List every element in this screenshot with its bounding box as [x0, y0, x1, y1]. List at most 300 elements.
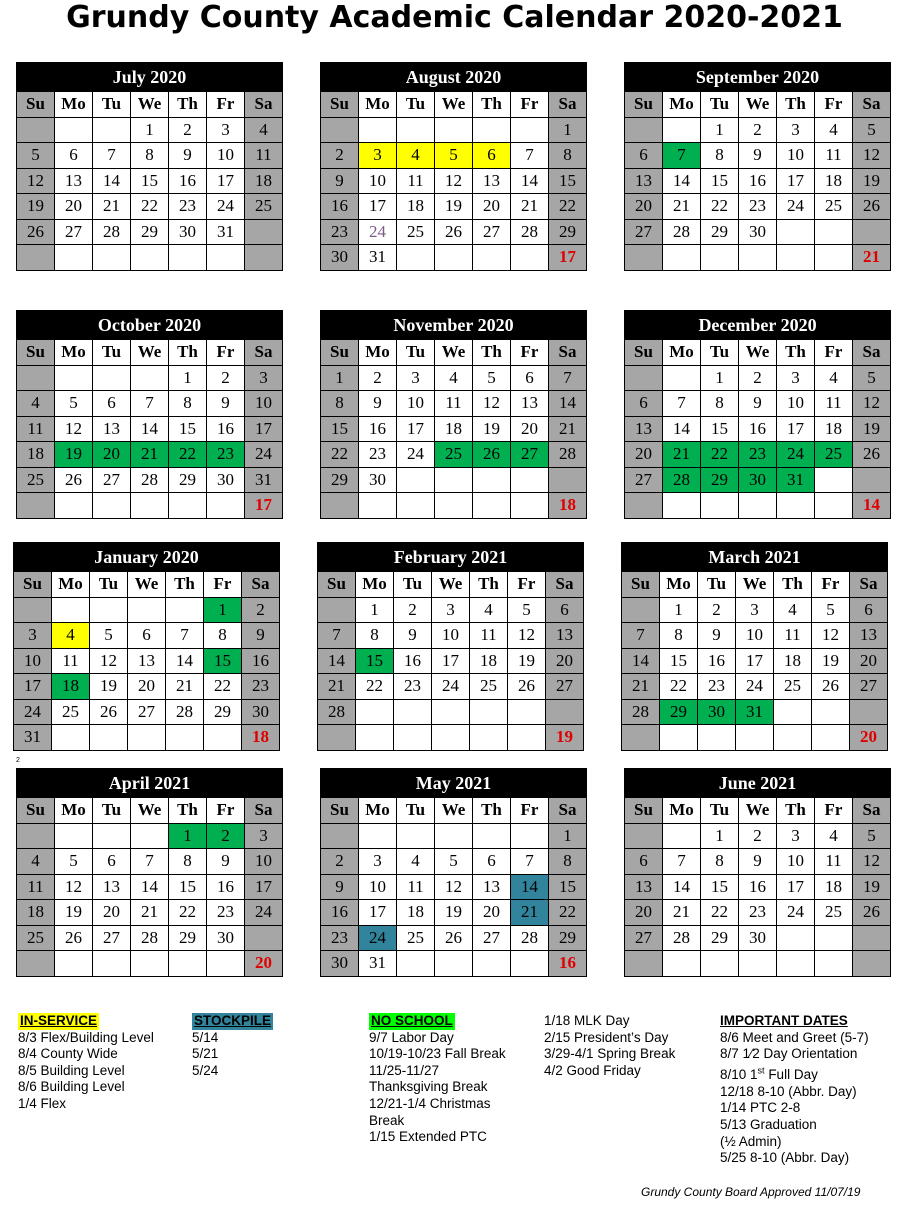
day-cell: 12 [812, 623, 850, 649]
week-row [321, 365, 587, 391]
day-cell: 9 [394, 623, 432, 649]
week-row [17, 493, 283, 519]
day-cell: 18 [397, 900, 435, 926]
day-cell [739, 951, 777, 977]
day-cell: 26 [55, 467, 93, 493]
day-cell [777, 245, 815, 271]
week-row [14, 674, 280, 700]
day-header: Tu [701, 92, 739, 118]
day-header: Th [777, 340, 815, 366]
day-header: Th [470, 572, 508, 598]
day-cell: 12 [853, 391, 891, 417]
day-cell [131, 493, 169, 519]
day-cell [777, 493, 815, 519]
day-cell: 30 [739, 925, 777, 951]
day-cell [55, 245, 93, 271]
day-cell: 3 [736, 597, 774, 623]
day-cell: 1 [204, 597, 242, 623]
month-title: April 2021 [16, 768, 283, 797]
day-cell [663, 365, 701, 391]
day-cell: 21 [318, 674, 356, 700]
day-header: Su [625, 92, 663, 118]
week-row [321, 493, 587, 519]
day-cell: 4 [397, 849, 435, 875]
day-cell: 21 [131, 900, 169, 926]
day-cell: 3 [432, 597, 470, 623]
days-count: 14 [853, 493, 891, 519]
day-header: Mo [359, 340, 397, 366]
day-cell: 3 [359, 849, 397, 875]
day-cell: 5 [812, 597, 850, 623]
day-cell [397, 117, 435, 143]
day-cell: 31 [736, 699, 774, 725]
day-cell: 5 [853, 117, 891, 143]
day-cell: 6 [625, 143, 663, 169]
day-cell: 28 [622, 699, 660, 725]
day-cell: 31 [777, 467, 815, 493]
day-cell: 25 [245, 194, 283, 220]
day-cell: 6 [55, 143, 93, 169]
day-cell: 7 [318, 623, 356, 649]
day-cell: 10 [736, 623, 774, 649]
legend-item: 12/18 8-10 (Abbr. Day) [720, 1083, 857, 1099]
day-cell [853, 951, 891, 977]
month-calendar [16, 768, 283, 977]
day-cell: 11 [52, 648, 90, 674]
day-header: We [131, 340, 169, 366]
day-cell: 12 [17, 168, 55, 194]
week-row [625, 391, 891, 417]
day-cell: 9 [739, 391, 777, 417]
day-cell: 22 [701, 900, 739, 926]
day-header: Fr [508, 572, 546, 598]
day-cell: 5 [508, 597, 546, 623]
stray-mark: 2 [16, 757, 20, 764]
legend-item: 5/24 [192, 1062, 219, 1078]
day-cell: 1 [131, 117, 169, 143]
day-header: Mo [356, 572, 394, 598]
week-row [17, 874, 283, 900]
day-cell: 20 [625, 442, 663, 468]
day-header: Sa [546, 572, 584, 598]
day-cell: 22 [169, 442, 207, 468]
day-cell: 18 [815, 874, 853, 900]
week-row [321, 143, 587, 169]
day-header: Fr [511, 340, 549, 366]
day-cell [625, 493, 663, 519]
day-cell [625, 951, 663, 977]
day-header: Mo [359, 798, 397, 824]
day-cell: 26 [435, 925, 473, 951]
day-header: Su [321, 798, 359, 824]
month-title: July 2020 [16, 62, 283, 91]
day-cell: 24 [359, 219, 397, 245]
day-header: Sa [853, 340, 891, 366]
day-cell: 20 [850, 648, 888, 674]
day-cell: 23 [242, 674, 280, 700]
day-cell: 12 [55, 416, 93, 442]
day-header: We [435, 798, 473, 824]
day-cell: 2 [739, 823, 777, 849]
day-cell: 5 [55, 391, 93, 417]
week-row [622, 674, 888, 700]
day-cell [245, 245, 283, 271]
day-cell: 14 [166, 648, 204, 674]
day-cell: 11 [17, 874, 55, 900]
days-count: 20 [245, 951, 283, 977]
day-cell: 15 [356, 648, 394, 674]
day-header: We [128, 572, 166, 598]
day-cell: 25 [470, 674, 508, 700]
week-row [625, 493, 891, 519]
day-cell: 11 [470, 623, 508, 649]
day-cell [777, 219, 815, 245]
day-cell: 21 [549, 416, 587, 442]
day-cell: 8 [549, 849, 587, 875]
day-cell: 28 [663, 219, 701, 245]
day-header: Tu [701, 798, 739, 824]
day-cell [549, 467, 587, 493]
week-row [321, 467, 587, 493]
day-cell: 12 [435, 168, 473, 194]
day-header: We [739, 798, 777, 824]
day-header: Mo [52, 572, 90, 598]
day-cell: 19 [812, 648, 850, 674]
day-cell: 8 [204, 623, 242, 649]
day-cell: 13 [511, 391, 549, 417]
day-cell: 2 [359, 365, 397, 391]
day-cell: 27 [128, 699, 166, 725]
day-header: We [435, 340, 473, 366]
day-cell [55, 951, 93, 977]
legend-heading-no-school: NO SCHOOL [371, 1013, 453, 1028]
day-cell: 17 [359, 900, 397, 926]
day-cell [55, 493, 93, 519]
day-cell: 22 [356, 674, 394, 700]
day-cell [435, 951, 473, 977]
day-cell: 10 [359, 874, 397, 900]
day-cell [511, 951, 549, 977]
day-cell [473, 823, 511, 849]
day-cell: 14 [511, 168, 549, 194]
week-row [625, 416, 891, 442]
day-cell: 5 [17, 143, 55, 169]
day-cell: 19 [435, 900, 473, 926]
day-cell: 19 [17, 194, 55, 220]
day-cell: 27 [55, 219, 93, 245]
day-cell: 14 [663, 168, 701, 194]
day-header: Sa [549, 340, 587, 366]
week-row [625, 219, 891, 245]
day-cell: 14 [318, 648, 356, 674]
legend-item: 5/14 [192, 1029, 219, 1045]
day-header: Th [473, 92, 511, 118]
month-calendar [320, 768, 587, 977]
day-cell: 5 [90, 623, 128, 649]
day-cell: 9 [207, 391, 245, 417]
day-cell: 15 [660, 648, 698, 674]
day-cell: 27 [511, 442, 549, 468]
day-cell [14, 597, 52, 623]
day-cell: 25 [17, 925, 55, 951]
day-cell [663, 823, 701, 849]
day-cell: 6 [473, 849, 511, 875]
day-cell: 28 [511, 925, 549, 951]
day-header: Tu [397, 340, 435, 366]
legend-item: 2/15 President’s Day [544, 1029, 669, 1045]
day-header: Su [321, 92, 359, 118]
day-cell: 14 [511, 874, 549, 900]
day-cell: 31 [359, 245, 397, 271]
day-cell: 20 [55, 194, 93, 220]
day-cell: 20 [511, 416, 549, 442]
day-cell: 4 [435, 365, 473, 391]
month-calendar [16, 310, 283, 519]
week-row [625, 168, 891, 194]
day-cell: 19 [90, 674, 128, 700]
day-cell: 13 [128, 648, 166, 674]
day-cell: 22 [169, 900, 207, 926]
week-row [14, 648, 280, 674]
day-cell [473, 467, 511, 493]
day-cell [815, 951, 853, 977]
legend-item: 5/25 8-10 (Abbr. Day) [720, 1150, 850, 1166]
day-cell: 3 [207, 117, 245, 143]
day-header: Fr [812, 572, 850, 598]
day-cell: 11 [397, 168, 435, 194]
day-header: We [435, 92, 473, 118]
day-cell: 7 [511, 849, 549, 875]
legend-item: 5/21 [192, 1046, 219, 1062]
day-cell: 23 [207, 900, 245, 926]
day-cell [93, 823, 131, 849]
day-cell [17, 365, 55, 391]
day-cell: 26 [90, 699, 128, 725]
day-cell: 16 [698, 648, 736, 674]
day-cell: 23 [321, 925, 359, 951]
day-cell: 3 [245, 823, 283, 849]
day-cell: 24 [359, 925, 397, 951]
day-cell: 31 [359, 951, 397, 977]
day-cell: 13 [473, 168, 511, 194]
day-cell: 25 [815, 442, 853, 468]
day-header: Mo [55, 92, 93, 118]
day-cell: 18 [17, 442, 55, 468]
week-row [17, 849, 283, 875]
week-row [321, 416, 587, 442]
day-header: Mo [663, 798, 701, 824]
day-cell [432, 699, 470, 725]
day-cell: 1 [701, 365, 739, 391]
day-cell: 18 [774, 648, 812, 674]
day-cell: 27 [625, 467, 663, 493]
day-cell: 11 [774, 623, 812, 649]
day-cell: 18 [435, 416, 473, 442]
day-cell: 1 [701, 823, 739, 849]
day-header: Sa [549, 798, 587, 824]
day-cell: 30 [359, 467, 397, 493]
week-row [625, 365, 891, 391]
day-cell: 11 [435, 391, 473, 417]
day-cell: 4 [470, 597, 508, 623]
week-row [318, 623, 584, 649]
week-row [625, 925, 891, 951]
day-header: Fr [207, 798, 245, 824]
day-header: Sa [853, 798, 891, 824]
day-cell: 10 [777, 849, 815, 875]
page-title: Grundy County Academic Calendar 2020-2021 [66, 0, 843, 35]
day-cell [166, 725, 204, 751]
day-cell: 26 [853, 442, 891, 468]
day-header: Mo [660, 572, 698, 598]
day-cell: 29 [169, 467, 207, 493]
day-cell: 9 [739, 143, 777, 169]
day-cell: 7 [511, 143, 549, 169]
day-cell: 28 [511, 219, 549, 245]
day-header: Fr [204, 572, 242, 598]
day-cell [663, 493, 701, 519]
month-calendar [320, 62, 587, 271]
day-cell: 16 [739, 168, 777, 194]
month-calendar [624, 310, 891, 519]
day-cell: 9 [321, 874, 359, 900]
day-header: Fr [815, 798, 853, 824]
month-title: June 2021 [624, 768, 891, 797]
day-cell [52, 725, 90, 751]
week-row [321, 900, 587, 926]
day-cell: 4 [17, 849, 55, 875]
week-row [321, 391, 587, 417]
day-cell [169, 951, 207, 977]
day-cell: 3 [777, 823, 815, 849]
week-row [17, 365, 283, 391]
day-cell [622, 725, 660, 751]
day-cell: 22 [549, 900, 587, 926]
month-title: December 2020 [624, 310, 891, 339]
day-cell [739, 493, 777, 519]
day-cell [777, 925, 815, 951]
day-cell: 15 [701, 874, 739, 900]
week-row [17, 245, 283, 271]
day-cell [204, 725, 242, 751]
day-cell [17, 823, 55, 849]
day-cell: 29 [204, 699, 242, 725]
day-cell: 2 [207, 823, 245, 849]
day-cell: 20 [473, 900, 511, 926]
day-cell: 15 [701, 416, 739, 442]
day-header: We [131, 92, 169, 118]
day-cell [321, 493, 359, 519]
day-cell: 21 [663, 194, 701, 220]
month-calendar [624, 62, 891, 271]
day-cell [359, 117, 397, 143]
day-cell: 28 [318, 699, 356, 725]
day-cell: 13 [93, 416, 131, 442]
legend-item: 10/19-10/23 Fall Break [369, 1046, 506, 1062]
day-cell: 9 [739, 849, 777, 875]
week-row [321, 168, 587, 194]
day-cell [394, 725, 432, 751]
day-header: Sa [245, 92, 283, 118]
legend-no-school [369, 1013, 506, 1146]
day-cell: 26 [55, 925, 93, 951]
day-cell [93, 245, 131, 271]
day-cell: 15 [169, 874, 207, 900]
day-cell: 4 [397, 143, 435, 169]
day-cell: 16 [207, 874, 245, 900]
day-header: Sa [850, 572, 888, 598]
day-cell: 13 [625, 874, 663, 900]
day-cell [93, 493, 131, 519]
days-count: 18 [549, 493, 587, 519]
month-title: March 2021 [621, 542, 888, 571]
day-cell [853, 925, 891, 951]
day-cell: 4 [17, 391, 55, 417]
day-cell [318, 597, 356, 623]
day-cell: 9 [207, 849, 245, 875]
day-cell: 24 [397, 442, 435, 468]
week-row [321, 925, 587, 951]
week-row [625, 874, 891, 900]
day-cell [508, 725, 546, 751]
day-cell [774, 725, 812, 751]
day-cell [473, 245, 511, 271]
day-cell [397, 493, 435, 519]
day-cell [815, 925, 853, 951]
day-cell: 1 [169, 823, 207, 849]
days-count: 18 [242, 725, 280, 751]
approval-note: Grundy County Board Approved 11/07/19 [641, 1185, 861, 1199]
day-cell: 25 [435, 442, 473, 468]
day-cell [397, 823, 435, 849]
legend-item: Break [369, 1112, 405, 1128]
day-cell [435, 823, 473, 849]
day-cell: 26 [17, 219, 55, 245]
legend-heading-stockpile: STOCKPILE [194, 1013, 272, 1028]
day-cell: 22 [321, 442, 359, 468]
day-cell: 12 [853, 849, 891, 875]
week-row [625, 117, 891, 143]
legend-item: 8/6 Meet and Greet (5-7) [720, 1029, 869, 1045]
day-cell: 29 [701, 219, 739, 245]
day-cell: 9 [359, 391, 397, 417]
day-cell [169, 493, 207, 519]
day-cell: 10 [359, 168, 397, 194]
day-cell: 18 [815, 416, 853, 442]
day-cell [93, 365, 131, 391]
day-cell: 29 [549, 925, 587, 951]
day-cell: 27 [473, 219, 511, 245]
day-cell: 25 [815, 194, 853, 220]
week-row [17, 467, 283, 493]
month-calendar [621, 542, 888, 751]
day-cell: 3 [14, 623, 52, 649]
week-row [622, 623, 888, 649]
day-cell: 19 [853, 874, 891, 900]
month-title: November 2020 [320, 310, 587, 339]
day-cell: 13 [625, 416, 663, 442]
day-cell [432, 725, 470, 751]
days-count: 19 [546, 725, 584, 751]
day-cell [660, 725, 698, 751]
day-cell: 21 [663, 442, 701, 468]
day-header: Tu [701, 340, 739, 366]
day-cell: 29 [169, 925, 207, 951]
legend-holidays [544, 1013, 675, 1079]
day-header: Th [169, 340, 207, 366]
day-cell [318, 725, 356, 751]
day-cell: 14 [131, 416, 169, 442]
